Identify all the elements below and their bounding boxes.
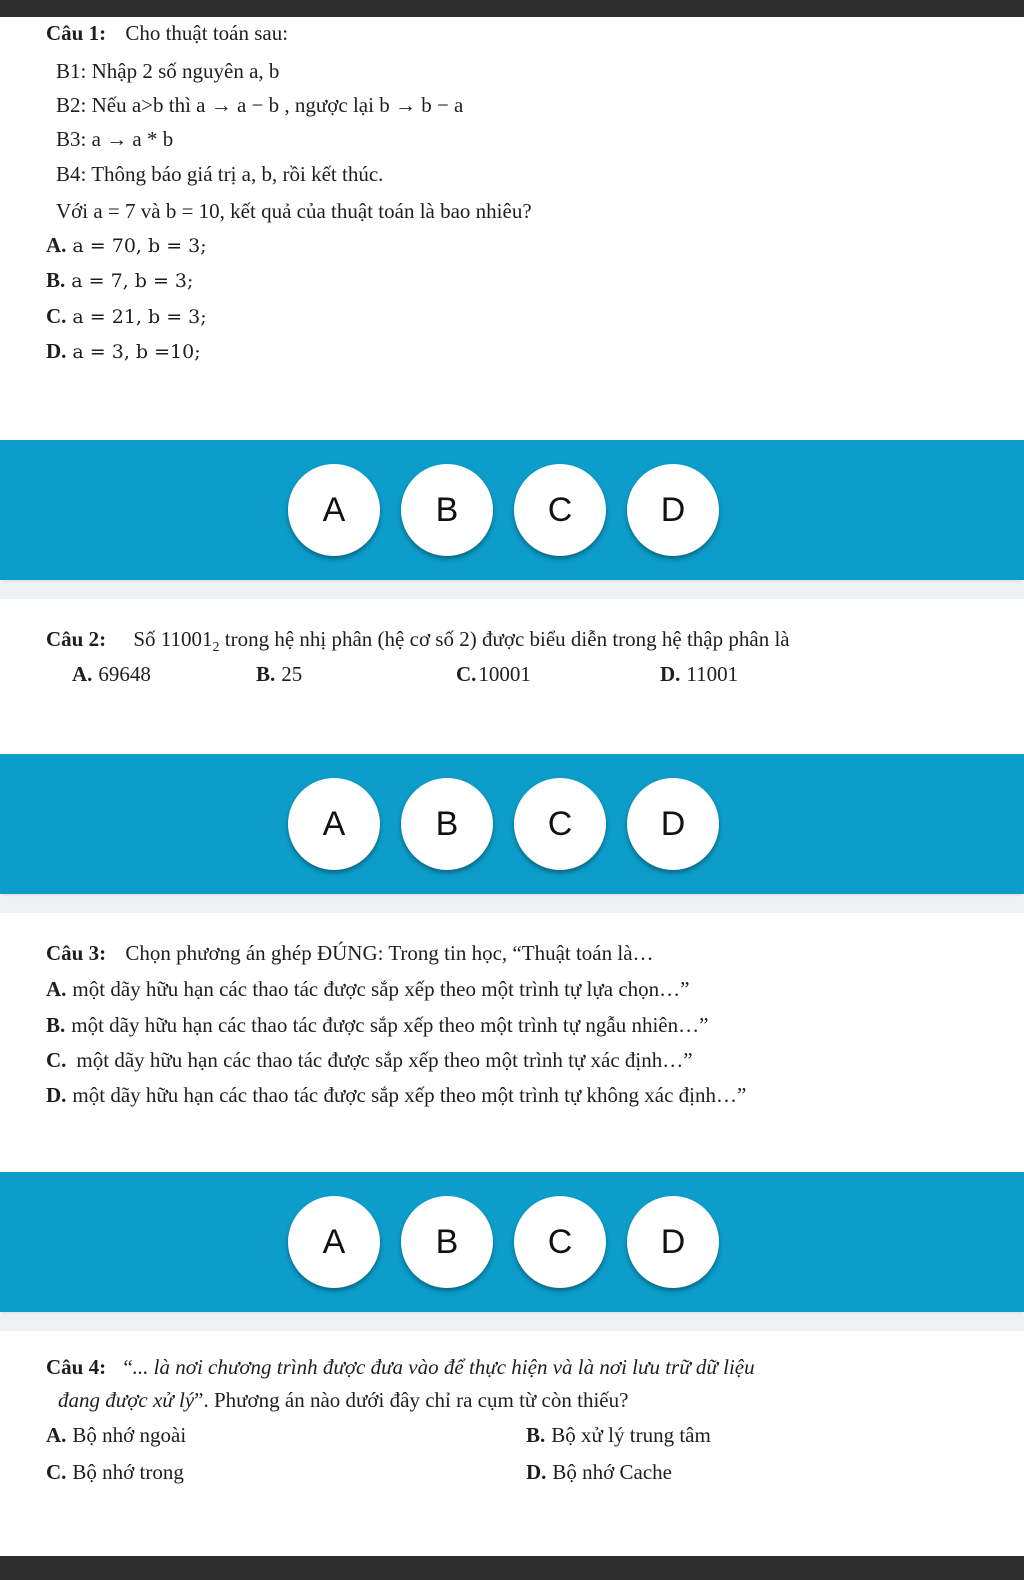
question-1-stem: Cho thuật toán sau: — [125, 21, 289, 45]
question-2-option-d: D. 11001 — [660, 662, 739, 686]
question-1-step-3: B3: a → a * b — [56, 127, 174, 151]
question-2-stem: Số $11001_2$ trong hệ nhị phân (hệ cơ số 2) được biểu diễn trong hệ thập phân là — [133, 627, 790, 656]
answer-button-c[interactable]: C — [514, 464, 606, 556]
question-1-option-c: C. a = 21, b = 3; — [46, 304, 207, 328]
bottom-navigation-bar — [0, 1556, 1024, 1580]
answer-button-d[interactable]: D — [627, 464, 719, 556]
answer-bar-2 — [0, 754, 1024, 894]
question-4-option-d: D. Bộ nhớ Cache — [526, 1460, 673, 1484]
question-2-option-c: C.10001 — [456, 662, 531, 686]
answer-button-b[interactable]: B — [401, 464, 493, 556]
question-1-question: Với a = 7 và b = 10, kết quả của thuật toán là bao nhiêu? — [56, 199, 532, 223]
question-3-stem: Chọn phương án ghép ĐÚNG: Trong tin học, “Thuật toán là… — [125, 941, 654, 965]
answer-button-a[interactable]: A — [288, 464, 380, 556]
question-3-option-b: B. một dãy hữu hạn các thao tác được sắp xếp theo một trình tự ngẫu nhiên…” — [46, 1013, 709, 1037]
question-4-title: Câu 4: — [46, 1355, 107, 1379]
question-1-title: Câu 1: — [46, 21, 107, 45]
separator — [0, 583, 1024, 599]
question-4-option-b: B. Bộ xử lý trung tâm — [526, 1423, 711, 1447]
question-2-option-a: A. 69648 — [72, 662, 151, 686]
question-1-option-a: A. a = 70, b = 3; — [46, 233, 207, 257]
question-2-title: Câu 2: — [46, 627, 107, 651]
question-4-option-a: A. Bộ nhớ ngoài — [46, 1423, 187, 1447]
answer-bar-1 — [0, 440, 1024, 580]
question-1-option-b: B. a = 7, b = 3; — [46, 268, 194, 292]
answer-button-d[interactable]: D — [627, 778, 719, 870]
answer-button-c[interactable]: C — [514, 1196, 606, 1288]
question-1-step-4: B4: Thông báo giá trị a, b, rồi kết thúc. — [56, 162, 384, 186]
question-2-option-b: B. 25 — [256, 662, 303, 686]
answer-button-b[interactable]: B — [401, 778, 493, 870]
answer-button-b[interactable]: B — [401, 1196, 493, 1288]
separator — [0, 1315, 1024, 1331]
answer-button-a[interactable]: A — [288, 1196, 380, 1288]
top-status-bar — [0, 0, 1024, 17]
answer-bar-3 — [0, 1172, 1024, 1312]
answer-button-d[interactable]: D — [627, 1196, 719, 1288]
separator — [0, 897, 1024, 913]
question-1-step-2: B2: Nếu a>b thì a → a − b , ngược lại b → b − a — [56, 93, 464, 117]
question-3-option-c: C. một dãy hữu hạn các thao tác được sắp xếp theo một trình tự xác định…” — [46, 1048, 693, 1072]
question-3-title: Câu 3: — [46, 941, 107, 965]
question-3-option-d: D. một dãy hữu hạn các thao tác được sắp xếp theo một trình tự không xác định…” — [46, 1083, 747, 1107]
question-1-option-d: D. a = 3, b =10; — [46, 339, 201, 363]
answer-button-c[interactable]: C — [514, 778, 606, 870]
question-4-stem-continued: đang được xử lý”. Phương án nào dưới đây chỉ ra cụm từ còn thiếu? — [58, 1388, 629, 1412]
answer-button-a[interactable]: A — [288, 778, 380, 870]
question-3-option-a: A. một dãy hữu hạn các thao tác được sắp xếp theo một trình tự lựa chọn…” — [46, 977, 690, 1001]
question-4-option-c: C. Bộ nhớ trong — [46, 1460, 184, 1484]
question-1-step-1: B1: Nhập 2 số nguyên a, b — [56, 59, 280, 83]
question-4-stem-italic: ... là nơi chương trình được đưa vào để thực hiện và là nơi lưu trữ dữ liệu — [132, 1355, 755, 1379]
